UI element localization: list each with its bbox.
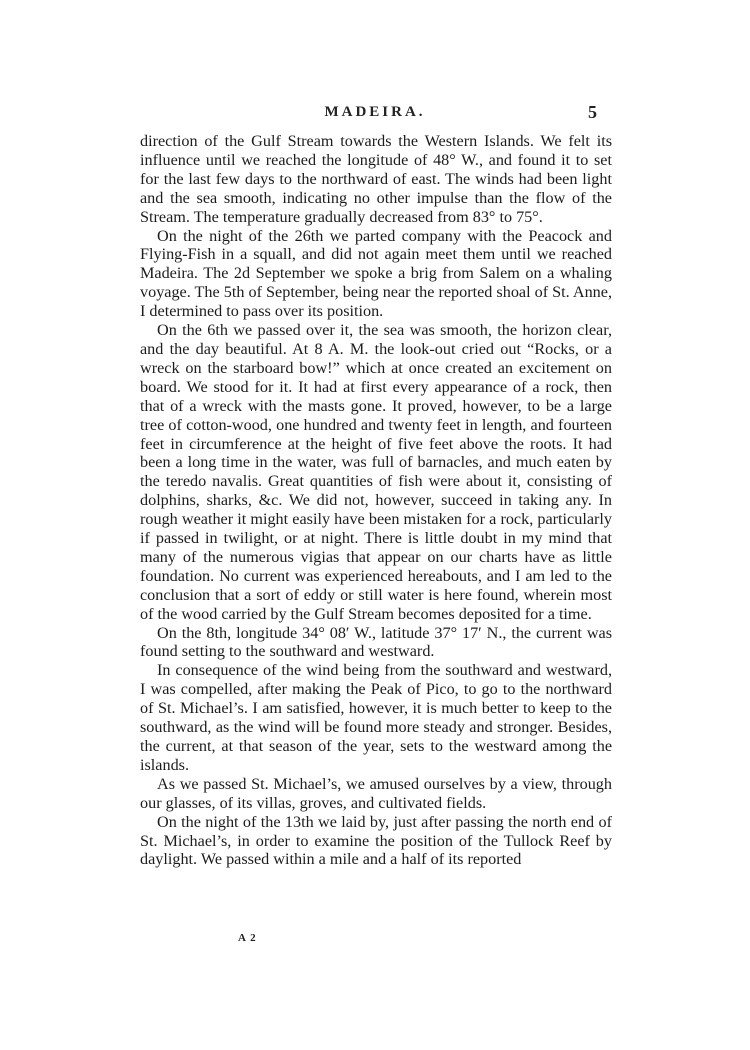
paragraph: As we passed St. Michael’s, we amused ourselves by a view, through our glasses, of its villas, groves, and cultivated fields. [140,774,612,812]
body-text [140,132,612,869]
signature-mark: A 2 [238,932,257,944]
page-number: 5 [588,102,597,122]
paragraph: In consequence of the wind being from the southward and westward, I was compelled, after making the Peak of Pico, to go to the northward of St. Michael’s. I am satisfied, however, it is much better to keep to the southward, as the wind will be found more steady and stronger. Besides, the current, at that season of the year, sets to the westward among the islands. [140,661,612,774]
paragraph-continued: direction of the Gulf Stream towards the Western Islands. We felt its influence until we reached the longitude of 48° W., and found it to set for the last few days to the northward of east. The winds had been light and the sea smooth, indicating no other impulse than the flow of the Stream. The temperature gradually decreased from 83° to 75°. [140,132,612,226]
paragraph: On the 6th we passed over it, the sea was smooth, the horizon clear, and the day beautiful. At 8 A. M. the look-out cried out “Rocks, or a wreck on the starboard bow!” which at once created an excitement on board. We stood for it. It had at first every appearance of a rock, then that of a wreck with the masts gone. It proved, however, to be a large tree of cotton-wood, one hundred and twenty feet in length, and fourteen feet in circumference at the height of five feet above the roots. It had been a long time in the water, was full of barnacles, and much eaten by the teredo navalis. Great quantities of fish were about it, consisting of dolphins, sharks, &c. We did not, however, succeed in taking any. In rough weather it might easily have been mistaken for a rock, particularly if passed in twilight, or at night. There is little doubt in my mind that many of the numerous vigias that appear on our charts have as little foundation. No current was experienced hereabouts, and I am led to the conclusion that a sort of eddy or still water is here found, wherein most of the wood carried by the Gulf Stream becomes deposited for a time. [140,321,612,623]
paragraph: On the night of the 13th we laid by, just after passing the north end of St. Michael’s, in order to examine the position of the Tullock Reef by daylight. We passed within a mile and a half of its reported [140,812,612,869]
paragraph: On the 8th, longitude 34° 08′ W., latitude 37° 17′ N., the current was found setting to the southward and westward. [140,623,612,661]
running-head [0,104,750,128]
running-title: MADEIRA. [324,104,426,120]
paragraph: On the night of the 26th we parted company with the Peacock and Flying-Fish in a squall, and did not again meet them until we reached Madeira. The 2d September we spoke a brig from Salem on a whaling voyage. The 5th of September, being near the reported shoal of St. Anne, I determined to pass over its position. [140,226,612,321]
